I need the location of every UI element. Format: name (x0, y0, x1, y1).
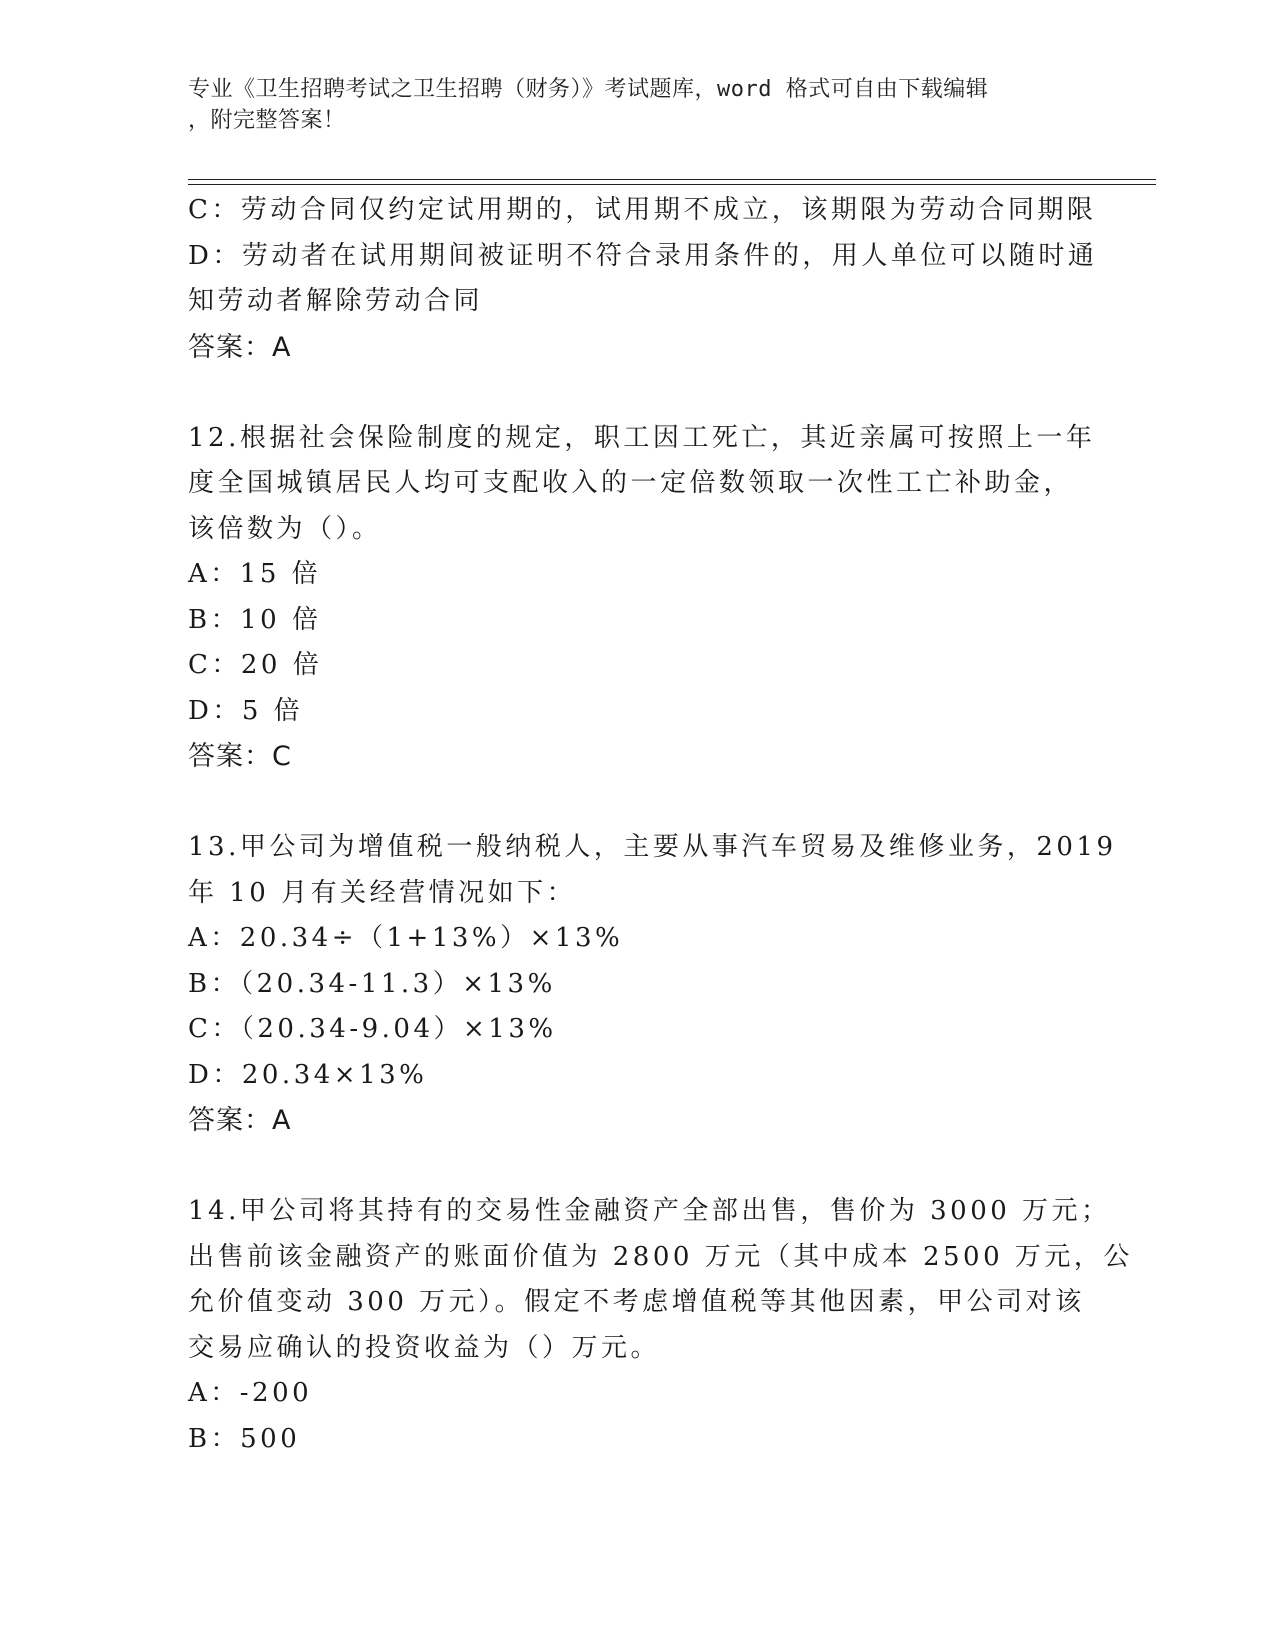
spacer (188, 1144, 1088, 1190)
q13-option-d: D：20.34×13% (188, 1059, 428, 1090)
q12-stem-line-2: 度全国城镇居民人均可支配收入的一定倍数领取一次性工亡补助金， (188, 468, 1074, 498)
q14-stem-line-3: 允价值变动 300 万元）。假定不考虑增值税等其他因素，甲公司对该 (188, 1287, 1085, 1317)
q13-answer: 答案：A (188, 1105, 292, 1136)
q12-option-c: C：20 倍 (188, 650, 323, 680)
header-rule-top (188, 179, 1156, 180)
q11-option-d-line-2: 知劳动者解除劳动合同 (188, 286, 484, 316)
question-11-tail (188, 188, 1098, 370)
q11-option-d-line-1: D：劳动者在试用期间被证明不符合录用条件的，用人单位可以随时通 (188, 240, 1098, 271)
q12-answer: 答案：C (188, 741, 292, 772)
question-content (188, 188, 1133, 1462)
q12-stem-line-1: 12.根据社会保险制度的规定，职工因工死亡，其近亲属可按照上一年 (188, 422, 1096, 453)
q12-option-d: D：5 倍 (188, 695, 304, 726)
q14-stem-line-2: 出售前该金融资产的账面价值为 2800 万元（其中成本 2500 万元，公 (188, 1241, 1133, 1272)
q14-option-a: A：-200 (188, 1378, 313, 1408)
q12-option-a: A：15 倍 (188, 559, 322, 589)
q13-option-a: A：20.34÷（1+13%）×13% (188, 923, 624, 953)
q12-option-b: B：10 倍 (188, 604, 322, 635)
header-line-1: 专业《卫生招聘考试之卫生招聘（财务）》考试题库，word 格式可自由下载编辑 (188, 77, 989, 102)
q13-stem-line-1: 13.甲公司为增值税一般纳税人，主要从事汽车贸易及维修业务，2019 (188, 832, 1117, 862)
question-13 (188, 825, 1117, 1144)
q13-option-c: C：（20.34-9.04）×13% (188, 1014, 557, 1044)
header-rule-bottom (188, 184, 1156, 185)
spacer (188, 370, 1088, 416)
q13-option-b: B：（20.34-11.3）×13% (188, 968, 556, 999)
q14-option-b: B：500 (188, 1423, 301, 1454)
page-header (188, 74, 1078, 136)
q12-stem-line-3: 该倍数为（）。 (188, 513, 382, 544)
question-12 (188, 416, 1096, 780)
q11-option-c: C：劳动合同仅约定试用期的，试用期不成立，该期限为劳动合同期限 (188, 195, 1097, 225)
q11-answer: 答案：A (188, 331, 292, 363)
header-line-2: ，附完整答案！ (188, 108, 346, 133)
spacer (188, 780, 1088, 826)
q14-stem-line-4: 交易应确认的投资收益为（）万元。 (188, 1332, 661, 1363)
question-14 (188, 1189, 1133, 1462)
q13-stem-line-2: 年 10 月有关经营情况如下： (188, 877, 577, 908)
q14-stem-line-1: 14.甲公司将其持有的交易性金融资产全部出售，售价为 3000 万元； (188, 1196, 1111, 1226)
